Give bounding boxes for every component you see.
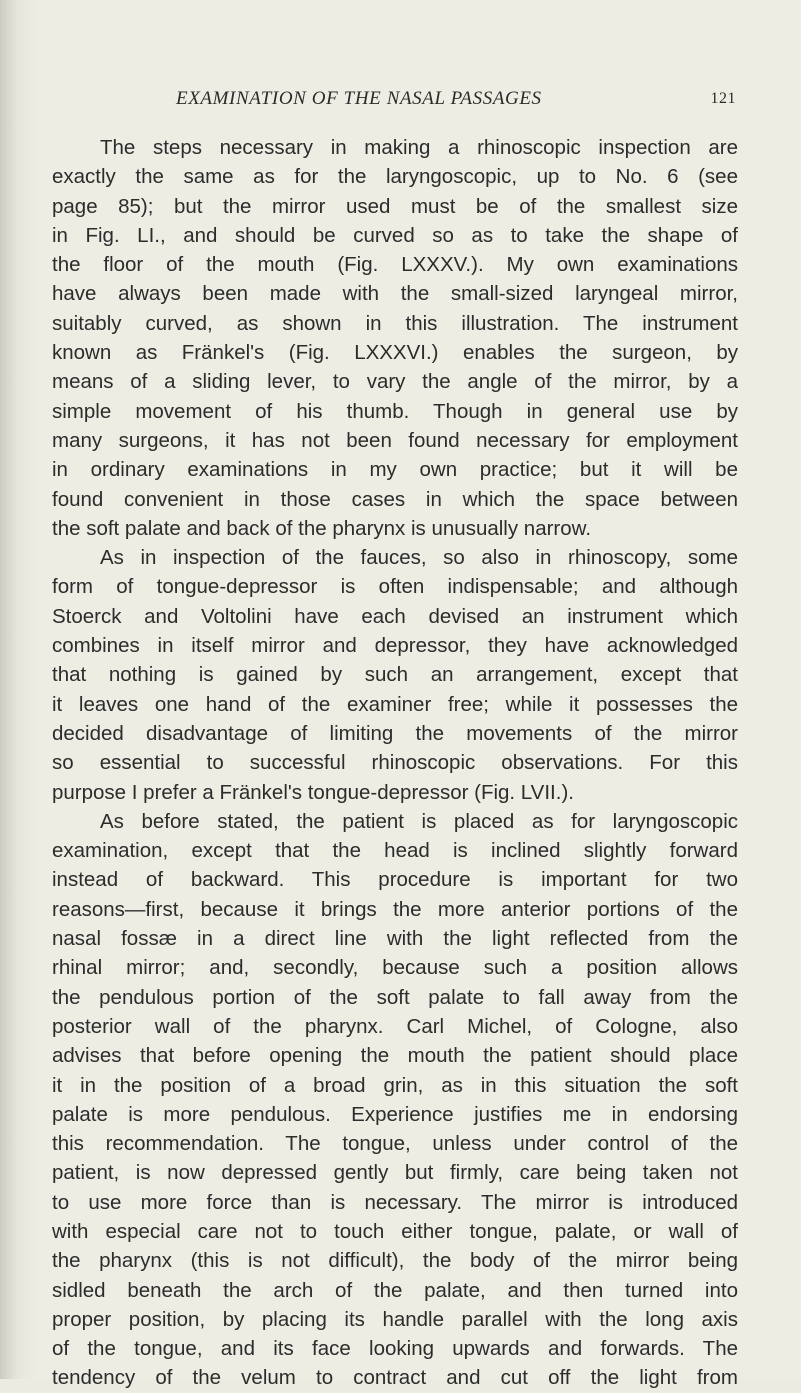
running-title: EXAMINATION OF THE NASAL PASSAGES: [176, 88, 542, 109]
text-line: it in the position of a broad grin, as in this situation the soft: [52, 1073, 738, 1097]
text-line: examination, except that the head is inclined slightly forward: [52, 839, 738, 863]
page-header: [176, 88, 736, 114]
spine-shadow: [0, 0, 38, 1379]
text-line: The steps necessary in making a rhinoscopic inspection are: [100, 136, 738, 159]
text-line: reasons—first, because it brings the more anterior portions of the: [52, 897, 738, 921]
text-line: sidled beneath the arch of the palate, and then turned into: [52, 1278, 738, 1302]
text-line: suitably curved, as shown in this illustration. The instrument: [52, 311, 738, 335]
text-line: the pendulous portion of the soft palate to fall away from the: [52, 985, 738, 1009]
text-line: that nothing is gained by such an arrangement, except that: [52, 663, 738, 687]
text-line: the floor of the mouth (Fig. LXXXV.). My own examinations: [52, 253, 738, 277]
text-line: decided disadvantage of limiting the movements of the mirror: [52, 721, 738, 745]
paragraph-3: [52, 807, 738, 1393]
text-line: the pharynx (this is not difficult), the body of the mirror being: [52, 1249, 738, 1273]
text-line: so essential to successful rhinoscopic observations. For this: [52, 751, 738, 775]
paragraph-1: [52, 133, 738, 543]
text-line: of the tongue, and its face looking upwards and forwards. The: [52, 1337, 738, 1361]
text-line: As in inspection of the fauces, so also in rhinoscopy, some: [100, 546, 738, 570]
text-line: form of tongue-depressor is often indispensable; and although: [52, 575, 738, 599]
text-line: the soft palate and back of the pharynx is unusually narrow.: [52, 516, 592, 540]
text-line: it leaves one hand of the examiner free; while it possesses the: [52, 692, 738, 716]
text-line: to use more force than is necessary. The mirror is introduced: [52, 1190, 738, 1214]
paragraph-2: [52, 543, 738, 807]
page-number: 121: [710, 90, 736, 107]
text-line: tendency of the velum to contract and cut off the light from: [52, 1366, 738, 1390]
text-line: page 85); but the mirror used must be of the smallest size: [52, 194, 738, 218]
text-line: Stoerck and Voltolini have each devised an instrument which: [52, 604, 738, 628]
text-line: with especial care not to touch either tongue, palate, or wall of: [52, 1219, 738, 1243]
text-line: purpose I prefer a Fränkel's tongue-depressor (Fig. LVII.).: [52, 780, 574, 804]
text-line: in ordinary examinations in my own practice; but it will be: [52, 458, 738, 482]
body-text: [52, 133, 738, 1393]
text-line: have always been made with the small-sized laryngeal mirror,: [52, 282, 738, 306]
text-line: instead of backward. This procedure is important for two: [52, 868, 738, 892]
text-line: known as Fränkel's (Fig. LXXXVI.) enables the surgeon, by: [52, 341, 738, 365]
text-line: many surgeons, it has not been found necessary for employment: [52, 428, 738, 452]
text-line: found convenient in those cases in which the space between: [52, 487, 738, 511]
text-line: proper position, by placing its handle parallel with the long axis: [52, 1307, 738, 1331]
text-line: As before stated, the patient is placed as for laryngoscopic: [100, 809, 738, 833]
text-line: palate is more pendulous. Experience justifies me in endorsing: [52, 1102, 738, 1126]
text-line: rhinal mirror; and, secondly, because such a position allows: [52, 956, 738, 980]
text-line: means of a sliding lever, to vary the angle of the mirror, by a: [52, 370, 738, 394]
text-line: advises that before opening the mouth the patient should place: [52, 1044, 738, 1068]
text-line: exactly the same as for the laryngoscopic, up to No. 6 (see: [52, 165, 738, 189]
text-line: combines in itself mirror and depressor, they have acknowledged: [52, 634, 738, 658]
text-line: simple movement of his thumb. Though in general use by: [52, 399, 738, 423]
text-line: nasal fossæ in a direct line with the light reflected from the: [52, 927, 738, 951]
text-line: in Fig. LI., and should be curved so as to take the shape of: [52, 223, 738, 247]
text-line: posterior wall of the pharynx. Carl Michel, of Cologne, also: [52, 1014, 738, 1038]
text-line: patient, is now depressed gently but firmly, care being taken not: [52, 1161, 738, 1185]
text-line: this recommendation. The tongue, unless under control of the: [52, 1132, 738, 1156]
